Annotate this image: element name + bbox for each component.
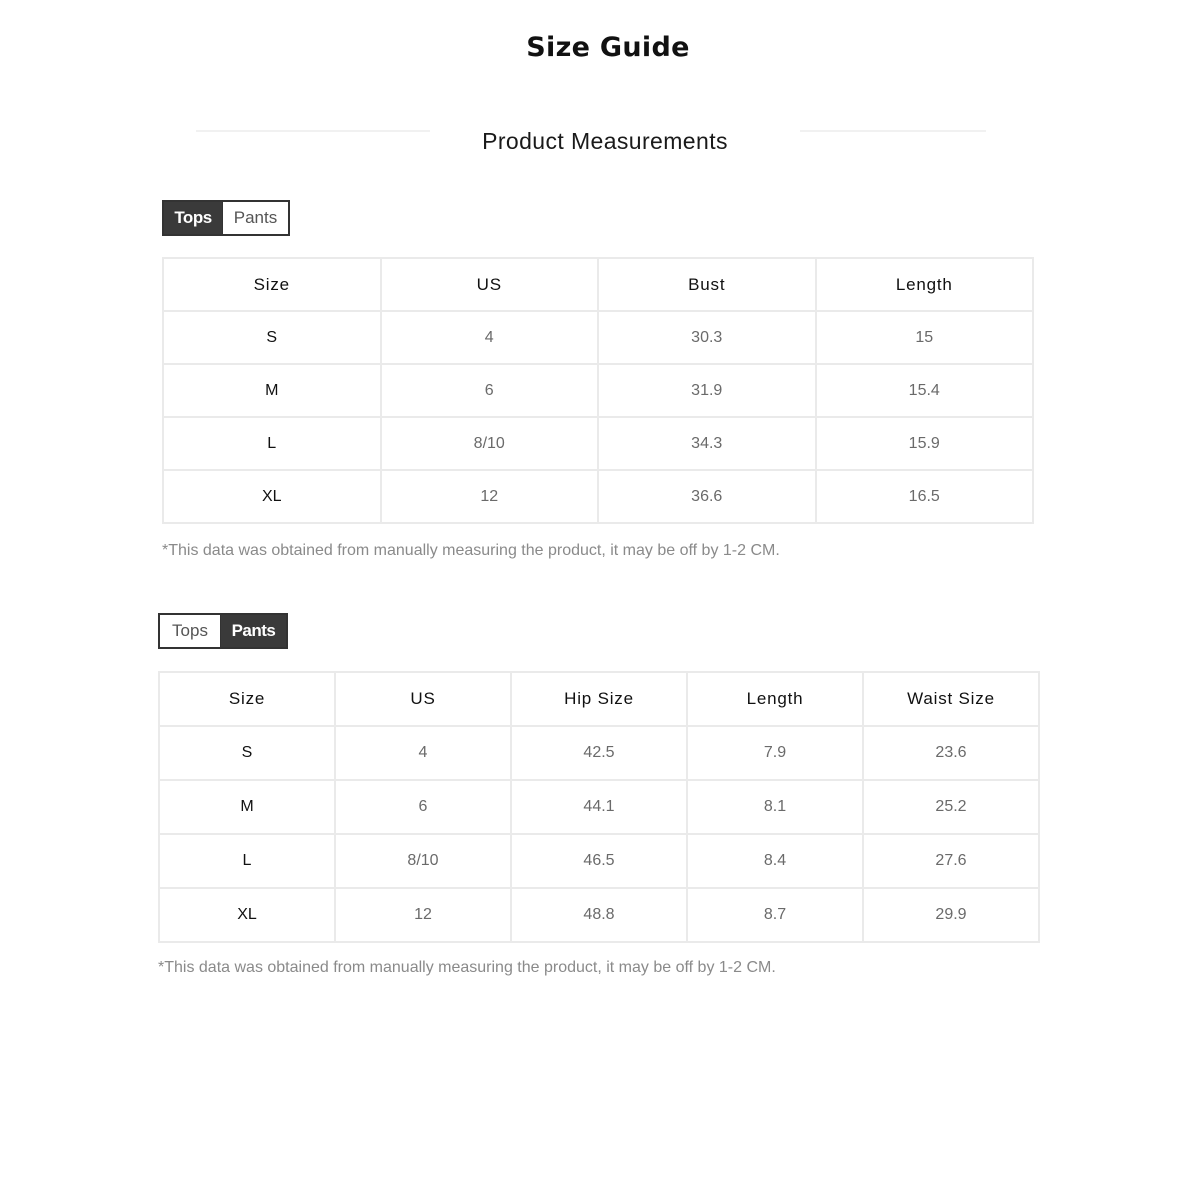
size-cell: M [163, 364, 381, 417]
us-cell: 6 [335, 780, 511, 834]
us-cell: 12 [381, 470, 599, 523]
length-cell: 15.4 [816, 364, 1034, 417]
table-row [159, 780, 1039, 834]
length-cell: 15.9 [816, 417, 1034, 470]
length-cell: 8.7 [687, 888, 863, 942]
waist-size-cell: 27.6 [863, 834, 1039, 888]
hip-size-cell: 42.5 [511, 726, 687, 780]
us-cell: 12 [335, 888, 511, 942]
waist-size-cell: 25.2 [863, 780, 1039, 834]
table-row [159, 726, 1039, 780]
hip-size-cell: 48.8 [511, 888, 687, 942]
length-cell: 16.5 [816, 470, 1034, 523]
size-cell: L [163, 417, 381, 470]
tops-section-tabs [162, 200, 290, 236]
waist-size-cell: 23.6 [863, 726, 1039, 780]
tab-pants[interactable]: Pants [220, 615, 286, 647]
bust-cell: 34.3 [598, 417, 816, 470]
table-row [159, 834, 1039, 888]
bust-cell: 31.9 [598, 364, 816, 417]
length-cell: 8.4 [687, 834, 863, 888]
table-row [163, 311, 1033, 364]
us-cell: 4 [381, 311, 599, 364]
length-cell: 7.9 [687, 726, 863, 780]
size-cell: S [159, 726, 335, 780]
bust-cell: 36.6 [598, 470, 816, 523]
section-heading: Product Measurements [482, 128, 728, 154]
us-cell: 8/10 [335, 834, 511, 888]
column-header-us: US [335, 672, 511, 726]
bust-cell: 30.3 [598, 311, 816, 364]
measurement-note: *This data was obtained from manually measuring the product, it may be off by 1-2 CM. [162, 542, 780, 559]
size-cell: L [159, 834, 335, 888]
hip-size-cell: 44.1 [511, 780, 687, 834]
tops-size-table [162, 257, 1034, 524]
pants-section-tabs [158, 613, 288, 649]
length-cell: 15 [816, 311, 1034, 364]
tab-tops[interactable]: Tops [160, 615, 220, 647]
column-header-hip-size: Hip Size [511, 672, 687, 726]
us-cell: 4 [335, 726, 511, 780]
hip-size-cell: 46.5 [511, 834, 687, 888]
column-header-length: Length [816, 258, 1034, 311]
column-header-size: Size [159, 672, 335, 726]
size-cell: S [163, 311, 381, 364]
table-row [163, 470, 1033, 523]
table-row [163, 417, 1033, 470]
size-cell: XL [163, 470, 381, 523]
table-row [163, 364, 1033, 417]
page-title: Size Guide [526, 32, 690, 63]
column-header-waist-size: Waist Size [863, 672, 1039, 726]
column-header-us: US [381, 258, 599, 311]
length-cell: 8.1 [687, 780, 863, 834]
us-cell: 8/10 [381, 417, 599, 470]
waist-size-cell: 29.9 [863, 888, 1039, 942]
us-cell: 6 [381, 364, 599, 417]
tab-tops[interactable]: Tops [164, 202, 222, 234]
table-row [159, 888, 1039, 942]
measurement-note: *This data was obtained from manually measuring the product, it may be off by 1-2 CM. [158, 959, 776, 976]
table-header-row [163, 258, 1033, 311]
size-cell: XL [159, 888, 335, 942]
pants-size-table [158, 671, 1040, 943]
column-header-size: Size [163, 258, 381, 311]
table-header-row [159, 672, 1039, 726]
column-header-length: Length [687, 672, 863, 726]
size-cell: M [159, 780, 335, 834]
tab-pants[interactable]: Pants [222, 202, 288, 234]
column-header-bust: Bust [598, 258, 816, 311]
